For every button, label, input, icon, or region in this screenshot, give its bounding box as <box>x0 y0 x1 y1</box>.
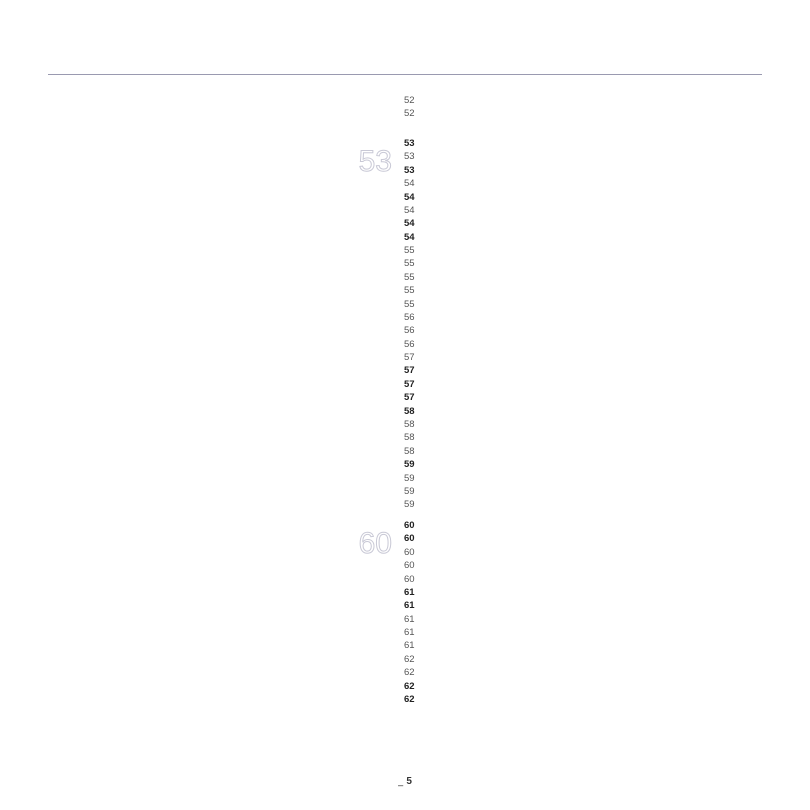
toc-page-number: 60 <box>404 547 415 558</box>
toc-page-number: 58 <box>404 446 415 457</box>
toc-page-number: 62 <box>404 654 415 665</box>
toc-page-number: 60 <box>404 574 415 585</box>
toc-page-number: 61 <box>404 640 415 651</box>
toc-page-number: 57 <box>404 352 415 363</box>
toc-page-number: 59 <box>404 473 415 484</box>
toc-page-number: 59 <box>404 459 415 470</box>
toc-page-number: 57 <box>404 379 415 390</box>
toc-page-number: 53 <box>404 138 415 149</box>
toc-page-number: 56 <box>404 312 415 323</box>
toc-page-number: 53 <box>404 165 415 176</box>
toc-page-number: 61 <box>404 627 415 638</box>
toc-page-number: 58 <box>404 432 415 443</box>
toc-page-number: 52 <box>404 108 415 119</box>
toc-page-number: 53 <box>404 151 415 162</box>
toc-page-number: 54 <box>404 232 415 243</box>
toc-page-number: 58 <box>404 406 415 417</box>
toc-page-number: 57 <box>404 365 415 376</box>
page-footer <box>0 776 810 787</box>
toc-page-number: 55 <box>404 285 415 296</box>
toc-page-number: 61 <box>404 587 415 598</box>
toc-page-number: 62 <box>404 694 415 705</box>
toc-page-number: 54 <box>404 205 415 216</box>
toc-page-number: 61 <box>404 614 415 625</box>
footer-separator: _ <box>398 776 407 787</box>
toc-page-number: 54 <box>404 218 415 229</box>
toc-page-number: 54 <box>404 192 415 203</box>
toc-page-number: 62 <box>404 667 415 678</box>
toc-page-number: 59 <box>404 499 415 510</box>
toc-page-number: 55 <box>404 258 415 269</box>
toc-page-number: 55 <box>404 299 415 310</box>
toc-page-number: 62 <box>404 681 415 692</box>
section-number-copy: 60 <box>358 527 392 560</box>
toc-page-number: 61 <box>404 600 415 611</box>
toc-page-number: 60 <box>404 560 415 571</box>
toc-page-number: 60 <box>404 520 415 531</box>
toc-page-number: 54 <box>404 178 415 189</box>
toc-page-number: 52 <box>404 95 415 106</box>
toc-page-number: 55 <box>404 245 415 256</box>
toc-page-number: 60 <box>404 533 415 544</box>
toc-page-number: 55 <box>404 272 415 283</box>
toc-page-number: 59 <box>404 486 415 497</box>
section-number-print: 53 <box>358 145 392 178</box>
toc-page-number: 58 <box>404 419 415 430</box>
toc-page-number: 56 <box>404 339 415 350</box>
toc-page-number: 56 <box>404 325 415 336</box>
footer-page-number: 5 <box>406 776 412 787</box>
title-divider <box>48 74 762 75</box>
toc-page-number: 57 <box>404 392 415 403</box>
